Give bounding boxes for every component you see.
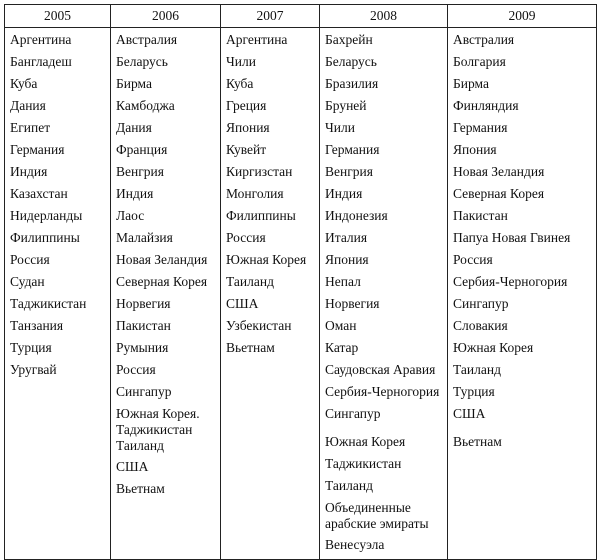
country-entry: Венгрия	[325, 164, 373, 179]
country-entry: Оман	[325, 318, 357, 333]
country-entry: Таиланд	[453, 362, 501, 377]
country-entry: Лаос	[116, 208, 145, 223]
country-entry: Германия	[325, 142, 380, 157]
country-entry: Южная Корея	[325, 434, 406, 449]
country-entry: Монголия	[226, 186, 284, 201]
country-entry: Объединенные арабские эмираты	[325, 500, 429, 531]
country-entry: Италия	[325, 230, 368, 245]
country-entry: Бангладеш	[10, 54, 72, 69]
country-entry: Румыния	[116, 340, 169, 355]
country-entry: Словакия	[453, 318, 508, 333]
country-entry: Финляндия	[453, 98, 519, 113]
country-entry: Бразилия	[325, 76, 379, 91]
country-entry: Дания	[10, 98, 46, 113]
country-entry: Узбекистан	[226, 318, 292, 333]
column-2005	[5, 28, 111, 560]
country-entry: Япония	[325, 252, 369, 267]
country-entry: Южная Корея	[226, 252, 307, 267]
country-entry: Германия	[10, 142, 65, 157]
country-entry: Россия	[116, 362, 156, 377]
country-entry: Папуа Новая Гвинея	[453, 230, 571, 245]
country-entry: Сингапур	[325, 406, 381, 421]
body-row	[5, 28, 597, 560]
country-entry: Кувейт	[226, 142, 267, 157]
country-entry: Малайзия	[116, 230, 173, 245]
country-entry: Уругвай	[10, 362, 57, 377]
country-entry: Япония	[226, 120, 270, 135]
column-2006	[111, 28, 221, 560]
country-entry: Турция	[453, 384, 495, 399]
country-entry: Южная Корея. Таджикистан Таиланд	[116, 406, 200, 453]
country-entry: Таджикистан	[325, 456, 402, 471]
country-entry: Индия	[325, 186, 363, 201]
country-entry: Танзания	[10, 318, 64, 333]
country-entry: Северная Корея	[453, 186, 545, 201]
country-entry: Чили	[226, 54, 256, 69]
country-entry: Чили	[325, 120, 355, 135]
country-entry: Россия	[453, 252, 493, 267]
country-entry: Пакистан	[453, 208, 508, 223]
year-header-2009: 2009	[448, 5, 597, 28]
year-header-2008: 2008	[320, 5, 448, 28]
year-header-2007: 2007	[221, 5, 320, 28]
country-entry: Египет	[10, 120, 51, 135]
countries-by-year-table	[4, 4, 597, 560]
country-entry: Франция	[116, 142, 168, 157]
country-entry: Южная Корея	[453, 340, 534, 355]
country-entry: Сербия-Черногория	[453, 274, 568, 289]
country-entry: Филиппины	[10, 230, 80, 245]
country-entry: Турция	[10, 340, 52, 355]
column-2007	[221, 28, 320, 560]
country-entry: Таджикистан	[10, 296, 87, 311]
country-entry: Таиланд	[226, 274, 274, 289]
country-entry: Германия	[453, 120, 508, 135]
country-entry: Саудовская Аравия	[325, 362, 436, 377]
country-entry: Австралия	[116, 32, 178, 47]
country-entry: Венесуэла	[325, 537, 385, 552]
country-entry: Вьетнам	[116, 481, 165, 496]
country-entry: Вьетнам	[453, 434, 502, 449]
country-entry: Сингапур	[453, 296, 509, 311]
country-entry: Камбоджа	[116, 98, 175, 113]
country-entry: Куба	[10, 76, 38, 91]
country-entry: США	[116, 459, 149, 474]
country-entry: Индия	[116, 186, 154, 201]
country-entry: Греция	[226, 98, 267, 113]
country-entry: Таиланд	[325, 478, 373, 493]
column-2009	[448, 28, 597, 560]
country-entry: Киргизстан	[226, 164, 293, 179]
header-row	[5, 5, 597, 28]
country-entry: Бирма	[116, 76, 152, 91]
country-entry: Россия	[226, 230, 266, 245]
country-entry: Пакистан	[116, 318, 171, 333]
country-entry: Северная Корея	[116, 274, 208, 289]
year-header-2005: 2005	[5, 5, 111, 28]
country-entry: Норвегия	[116, 296, 171, 311]
country-entry: Бахрейн	[325, 32, 373, 47]
year-header-2006: 2006	[111, 5, 221, 28]
country-entry: Аргентина	[226, 32, 288, 47]
country-entry: Судан	[10, 274, 45, 289]
country-entry: Филиппины	[226, 208, 296, 223]
country-entry: Сербия-Черногория	[325, 384, 440, 399]
country-entry: Куба	[226, 76, 254, 91]
country-entry: Аргентина	[10, 32, 72, 47]
country-entry: Беларусь	[325, 54, 377, 69]
country-entry: Австралия	[453, 32, 515, 47]
country-entry: Вьетнам	[226, 340, 275, 355]
country-entry: Новая Зеландия	[116, 252, 208, 267]
country-entry: Индия	[10, 164, 48, 179]
country-entry: Венгрия	[116, 164, 164, 179]
country-entry: Катар	[325, 340, 359, 355]
country-entry: Индонезия	[325, 208, 388, 223]
country-entry: Норвегия	[325, 296, 380, 311]
country-entry: Казахстан	[10, 186, 68, 201]
column-2008	[320, 28, 448, 560]
country-entry: Нидерланды	[10, 208, 83, 223]
country-entry: США	[226, 296, 259, 311]
country-entry: Сингапур	[116, 384, 172, 399]
country-entry: Новая Зеландия	[453, 164, 545, 179]
country-entry: Болгария	[453, 54, 506, 69]
country-entry: США	[453, 406, 486, 421]
country-entry: Беларусь	[116, 54, 168, 69]
country-entry: Бирма	[453, 76, 489, 91]
country-entry: Россия	[10, 252, 50, 267]
country-entry: Япония	[453, 142, 497, 157]
country-entry: Непал	[325, 274, 361, 289]
country-entry: Дания	[116, 120, 152, 135]
country-entry: Бруней	[325, 98, 367, 113]
